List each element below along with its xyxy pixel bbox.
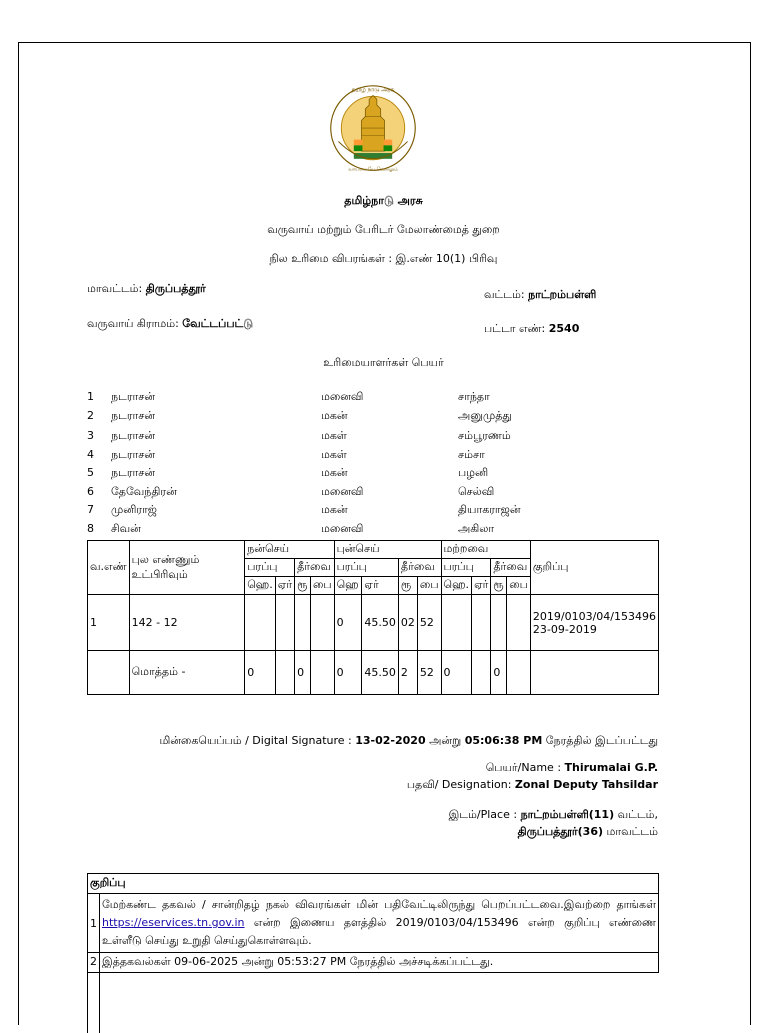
- signature-suffix: நேரத்தில் இடப்பட்டது: [542, 734, 658, 747]
- document-title: நில உரிமை விபரங்கள் : இ.எண் 10(1) பிரிவு: [269, 252, 498, 265]
- district-value: திருப்பத்தூர்: [145, 282, 206, 295]
- unit-paise: பை: [507, 577, 531, 595]
- owner-relation: மகள்: [321, 448, 347, 461]
- taluk-value: நாட்றம்பள்ளி: [528, 288, 597, 301]
- owner-no: 2: [87, 409, 94, 422]
- cell-wet-are: [275, 595, 294, 651]
- unit-paise: பை: [417, 577, 441, 595]
- signature-label: மின்கையெப்பம் / Digital Signature :: [159, 734, 356, 747]
- wet-tax-header: தீர்வை: [295, 559, 334, 577]
- owner-name: முனிராஜ்: [111, 503, 157, 516]
- cell-remarks: [530, 595, 658, 651]
- owner-name: சிவன்: [111, 522, 141, 535]
- signer-name-line: [486, 761, 658, 776]
- unit-rupee: ரூ: [491, 577, 507, 595]
- owner-relation: மனைவி: [321, 485, 364, 498]
- owner-no: 6: [87, 485, 94, 498]
- owner-relative: அகிலா: [458, 522, 495, 535]
- cell-survey: 142 - 12: [129, 595, 245, 651]
- place-district-suffix: மாவட்டம்: [603, 825, 658, 838]
- cell-wet-rupee: [295, 595, 311, 651]
- cell-dry-rupee: 02: [398, 595, 417, 651]
- unit-rupee: ரூ: [295, 577, 311, 595]
- cell-other-are: [472, 651, 491, 695]
- village-value: வேட்டப்பட்டு: [182, 317, 254, 330]
- signature-on: அன்று: [425, 734, 465, 747]
- owner-no: 3: [87, 429, 94, 442]
- district-label: மாவட்டம்:: [87, 282, 143, 295]
- remarks-date: 23-09-2019: [532, 622, 597, 636]
- place-district-line: [518, 825, 658, 840]
- signer-name-label: பெயர்/Name :: [485, 761, 565, 774]
- dry-tax-header: தீர்வை: [398, 559, 441, 577]
- owner-relation: மகன்: [321, 409, 348, 422]
- owners-heading: உரிமையாளர்கள் பெயர்: [323, 356, 444, 369]
- owner-relative: சாந்தா: [458, 390, 490, 403]
- village-label: வருவாய் கிராமம்:: [87, 317, 179, 330]
- cell-other-paise: [507, 595, 531, 651]
- cell-other-rupee: 0: [491, 651, 507, 695]
- other-tax-header: தீர்வை: [491, 559, 531, 577]
- owner-relative: சம்சா: [458, 448, 485, 461]
- owner-relation: மகன்: [321, 503, 348, 516]
- cell-dry-are: 45.50: [362, 595, 399, 651]
- note-text-part: என்ற இணைய தளத்தில் 2019/0103/04/153496 என்ற குறிப்பு எண்ணை உள்ளீடு செய்து உறுதி செய்துகொள்ளவும்.: [102, 916, 656, 947]
- owner-no: 7: [87, 503, 94, 516]
- cell-dry-hectare: 0: [334, 595, 362, 651]
- signature-time: 05:06:38 PM: [464, 734, 543, 747]
- note-row: [88, 894, 659, 953]
- svg-text:வாய்மையே வெல்லும்: வாய்மையே வெல்லும்: [348, 167, 398, 173]
- owner-relation: மகள்: [321, 429, 347, 442]
- note-table: [87, 873, 659, 1033]
- signer-designation-line: [407, 778, 658, 793]
- remarks-header: குறிப்பு: [530, 541, 658, 595]
- svg-text:தமிழ் நாடு அரசு: தமிழ் நாடு அரசு: [351, 87, 395, 94]
- cell-other-are: [472, 595, 491, 651]
- note-text: இத்தகவல்கள் 09-06-2025 அன்று 05:53:27 PM நேரத்தில் அச்சடிக்கப்பட்டது.: [100, 953, 659, 973]
- signer-designation: Zonal Deputy Tahsildar: [514, 778, 658, 791]
- table-header-row: [88, 541, 659, 559]
- owner-no: 4: [87, 448, 94, 461]
- owner-no: 1: [87, 390, 94, 403]
- wet-area-header: பரப்பு: [245, 559, 295, 577]
- cell-wet-rupee: 0: [295, 651, 311, 695]
- other-header: மற்றவை: [441, 541, 530, 559]
- cell-wet-paise: [310, 595, 334, 651]
- cell-wet-hectare: 0: [245, 651, 276, 695]
- cell-other-hectare: [441, 595, 472, 651]
- survey-header: புல எண்ணும் உட்பிரிவும்: [129, 541, 245, 595]
- owner-name: நடராசன்: [111, 429, 155, 442]
- cell-wet-hectare: [245, 595, 276, 651]
- cell-other-paise: [507, 651, 531, 695]
- signer-name: Thirumalai G.P.: [564, 761, 658, 774]
- patta-label: பட்டா எண்:: [484, 322, 546, 335]
- note-heading: குறிப்பு: [88, 874, 659, 894]
- district-field: [87, 282, 206, 297]
- owner-relation: மகன்: [321, 466, 348, 479]
- land-details-table: [87, 540, 659, 695]
- department-title: வருவாய் மற்றும் பேரிடர் மேலாண்மைத் துறை: [267, 223, 500, 236]
- owner-name: நடராசன்: [111, 390, 155, 403]
- cell-dry-are: 45.50: [362, 651, 399, 695]
- village-field: [87, 317, 253, 332]
- digital-signature-line: [159, 734, 658, 749]
- signer-designation-label: பதவி/ Designation:: [406, 778, 515, 791]
- unit-are: ஏர்: [275, 577, 294, 595]
- owner-name: தேவேந்திரன்: [111, 485, 177, 498]
- table-row: [88, 595, 659, 651]
- cell-serial: [88, 651, 130, 695]
- serial-header: வ.எண்: [88, 541, 130, 595]
- government-title: தமிழ்நாடு அரசு: [344, 194, 423, 207]
- owner-relation: மனைவி: [321, 522, 364, 535]
- note-number: 1: [88, 894, 100, 953]
- dry-area-header: பரப்பு: [334, 559, 398, 577]
- owner-relative: சம்பூரணம்: [458, 429, 511, 442]
- taluk-field: [484, 288, 596, 303]
- owner-relative: தியாகராஜன்: [458, 503, 521, 516]
- place-taluk: நாட்றம்பள்ளி(11): [520, 808, 615, 821]
- dry-header: புன்செய்: [334, 541, 441, 559]
- remarks-reference: 2019/0103/04/153496: [532, 609, 656, 623]
- cell-serial: 1: [88, 595, 130, 651]
- owner-relative: பழனி: [458, 466, 489, 479]
- patta-field: [484, 322, 579, 337]
- patta-value: 2540: [548, 322, 580, 335]
- unit-hectare: ஹெ: [334, 577, 362, 595]
- owner-relative: அனுமுத்து: [458, 409, 512, 422]
- place-taluk-suffix: வட்டம்,: [614, 808, 658, 821]
- cell-other-rupee: [491, 595, 507, 651]
- note-text: [100, 894, 659, 953]
- unit-paise: பை: [310, 577, 334, 595]
- cell-dry-rupee: 2: [398, 651, 417, 695]
- cell-wet-paise: [310, 651, 334, 695]
- owner-name: நடராசன்: [111, 448, 155, 461]
- table-total-row: [88, 651, 659, 695]
- other-area-header: பரப்பு: [441, 559, 491, 577]
- signature-date: 13-02-2020: [355, 734, 426, 747]
- cell-total-label: மொத்தம் -: [129, 651, 245, 695]
- cell-dry-hectare: 0: [334, 651, 362, 695]
- eservices-link[interactable]: https://eservices.tn.gov.in: [102, 916, 245, 929]
- note-text-part: மேற்கண்ட தகவல் / சான்றிதழ் நகல் விவரங்கள் மின் பதிவேட்டிலிருந்து பெறப்பட்டவை.இவற்றை தாங்கள்: [102, 898, 656, 911]
- note-heading-row: [88, 874, 659, 894]
- wet-header: நன்செய்: [245, 541, 334, 559]
- cell-dry-paise: 52: [417, 651, 441, 695]
- place-line: [449, 808, 658, 823]
- place-label: இடம்/Place :: [448, 808, 521, 821]
- unit-are: ஏர்: [472, 577, 491, 595]
- tamil-nadu-emblem: [325, 82, 421, 178]
- note-row: [88, 953, 659, 973]
- unit-hectare: ஹெ.: [441, 577, 472, 595]
- cell-other-hectare: 0: [441, 651, 472, 695]
- note-number: 2: [88, 953, 100, 973]
- unit-hectare: ஹெ.: [245, 577, 276, 595]
- place-district: திருப்பத்தூர்(36): [517, 825, 604, 838]
- cell-dry-paise: 52: [417, 595, 441, 651]
- owner-no: 5: [87, 466, 94, 479]
- owner-name: நடராசன்: [111, 466, 155, 479]
- taluk-label: வட்டம்:: [484, 288, 525, 301]
- unit-are: ஏர்: [362, 577, 399, 595]
- owner-relative: செல்வி: [458, 485, 495, 498]
- owner-no: 8: [87, 522, 94, 535]
- cell-remarks: [530, 651, 658, 695]
- unit-rupee: ரூ: [398, 577, 417, 595]
- owner-name: நடராசன்: [111, 409, 155, 422]
- cell-wet-are: [275, 651, 294, 695]
- owner-relation: மனைவி: [321, 390, 364, 403]
